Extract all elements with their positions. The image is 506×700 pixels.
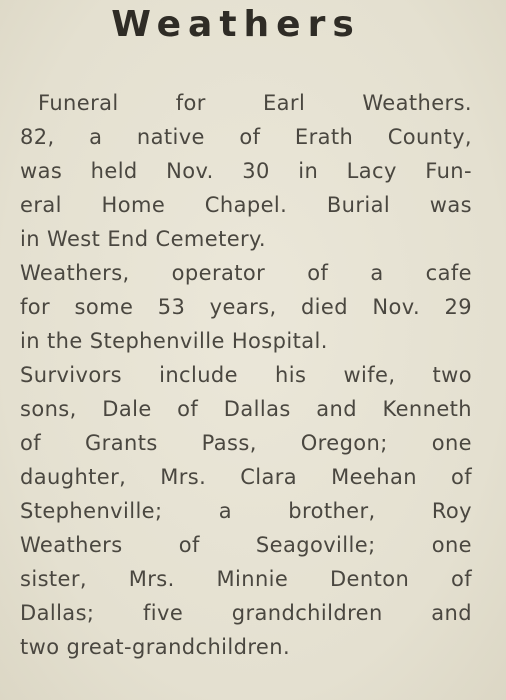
text-line: sister, Mrs. Minnie Denton of [20,567,472,591]
text-line: eral Home Chapel. Burial was [20,193,472,217]
text-line: Weathers of Seagoville; one [20,533,472,557]
text-line: in West End Cemetery. [20,227,266,251]
paragraph-survivors [20,358,472,664]
paragraph-funeral [20,86,472,256]
text-line: Funeral for Earl Weathers. [38,91,472,115]
text-line: in the Stephenville Hospital. [20,329,328,353]
text-line: 82, a native of Erath County, [20,125,472,149]
text-line: sons, Dale of Dallas and Kenneth [20,397,472,421]
text-line: of Grants Pass, Oregon; one [20,431,472,455]
text-line: Stephenville; a brother, Roy [20,499,472,523]
headline: Weathers [111,4,361,45]
text-line: Survivors include his wife, two [20,363,472,387]
obituary-body [20,86,472,664]
text-line: two great-grandchildren. [20,635,291,659]
text-line: Dallas; five grandchildren and [20,601,472,625]
text-line: was held Nov. 30 in Lacy Fun- [20,159,472,183]
paragraph-biography [20,256,472,358]
text-line: Weathers, operator of a cafe [20,261,472,285]
text-line: daughter, Mrs. Clara Meehan of [20,465,472,489]
text-line: for some 53 years, died Nov. 29 [20,295,472,319]
